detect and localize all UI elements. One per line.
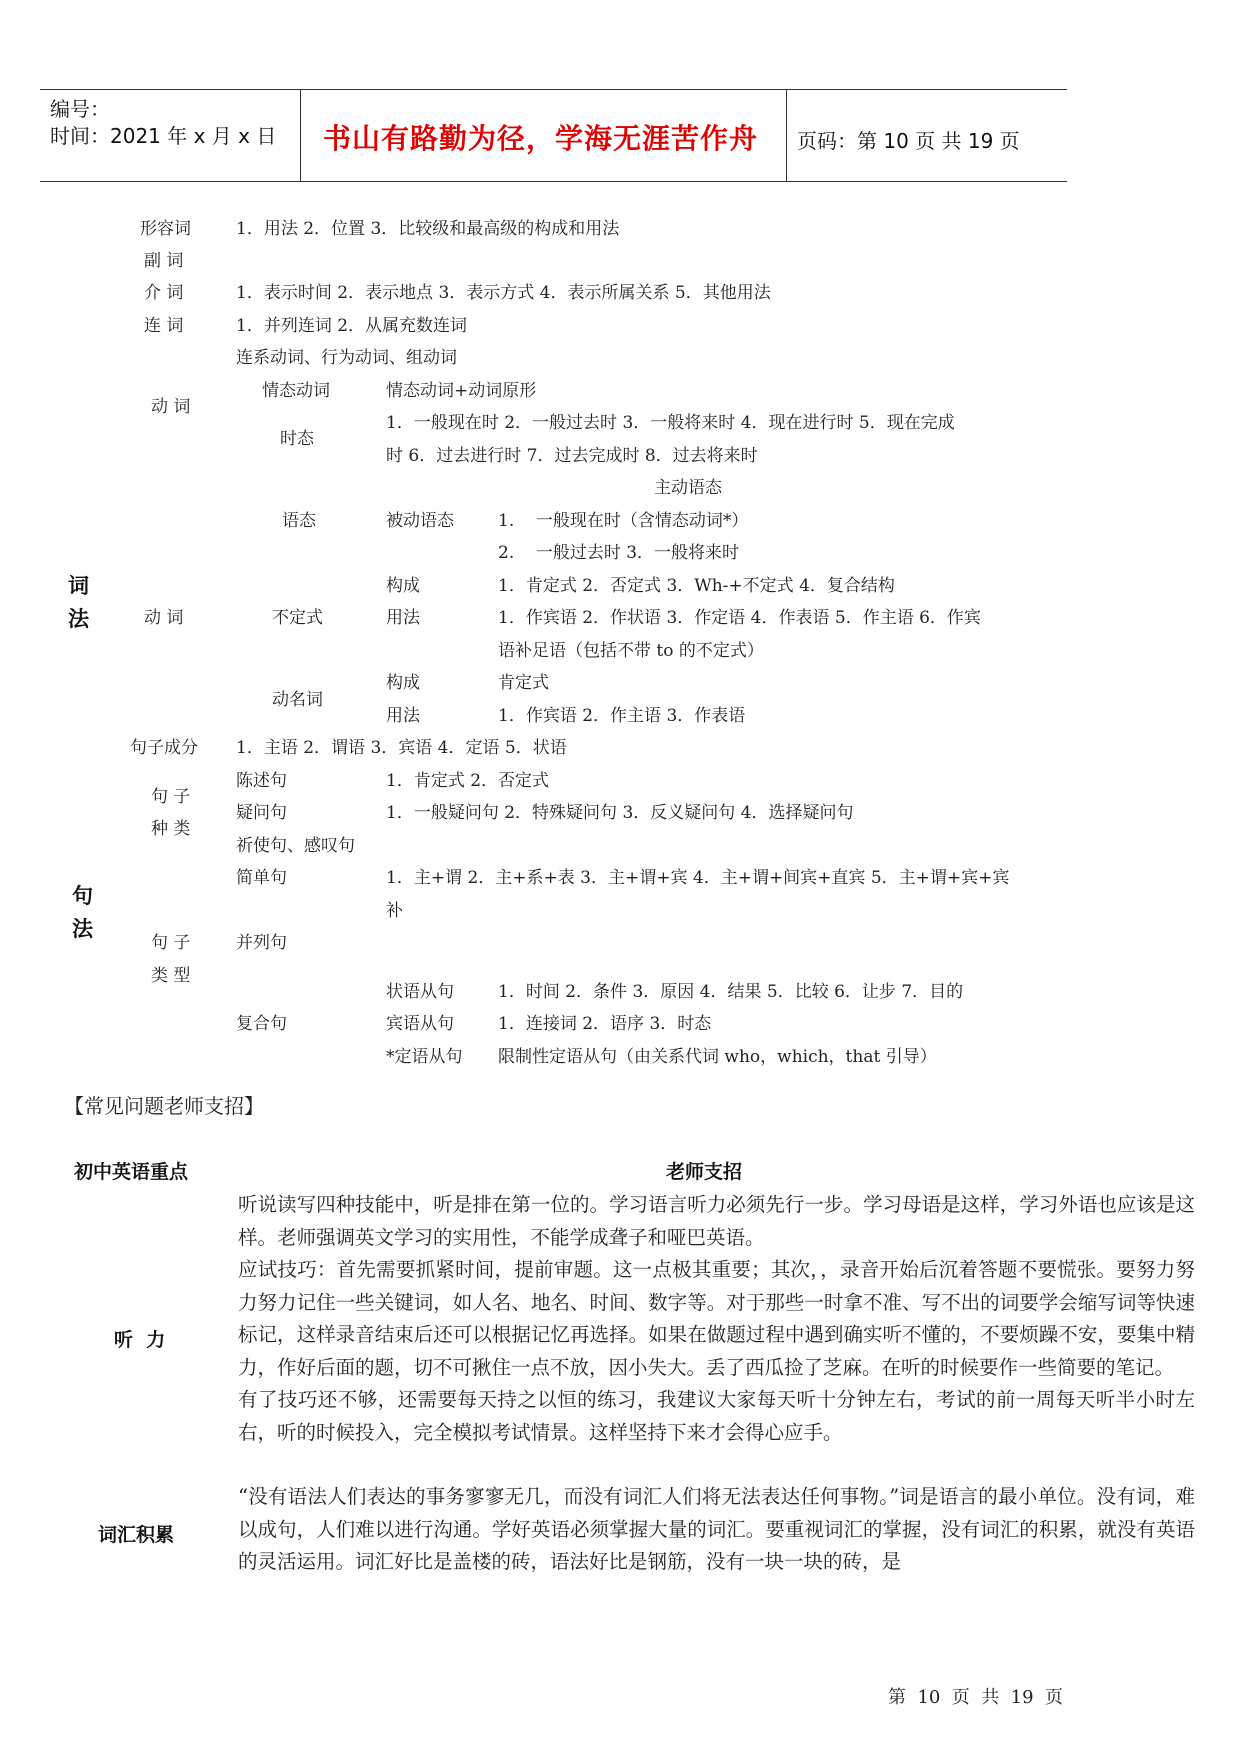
listening-label: 听 力 bbox=[114, 1329, 166, 1351]
jufa-label-char1: 句 bbox=[72, 884, 93, 908]
simple-sentence-line1: 1．主+谓 2．主+系+表 3．主+谓+宾 4．主+谓+间宾+直宾 5．主+谓+宾+宾 bbox=[386, 868, 1010, 888]
verb-label-2: 动 词 bbox=[144, 608, 184, 628]
passive-voice-label: 被动语态 bbox=[386, 511, 454, 531]
simple-sentence-line2: 补 bbox=[386, 901, 403, 921]
gerund-use-label: 用法 bbox=[386, 706, 420, 726]
tense-text-line2: 时 6．过去进行时 7．过去完成时 8．过去将来时 bbox=[386, 446, 758, 466]
tips-col2-header: 老师支招 bbox=[666, 1161, 743, 1183]
verb-types-text: 连系动词、行为动词、组动词 bbox=[236, 348, 457, 368]
conjunction-text: 1．并列连词 2．从属充数连词 bbox=[236, 316, 468, 336]
sentence-kind-label-2: 种 类 bbox=[151, 819, 191, 839]
tense-label: 时态 bbox=[280, 429, 314, 449]
cifa-label-char1: 词 bbox=[68, 574, 89, 598]
infinitive-use-line1: 1．作宾语 2．作状语 3．作定语 4．作表语 5．作主语 6．作宾 bbox=[498, 608, 981, 628]
attributive-clause-text: 限制性定语从句（由关系代词 who，which，that 引导） bbox=[498, 1047, 937, 1067]
tips-col1-header: 初中英语重点 bbox=[74, 1161, 189, 1183]
vocabulary-label: 词汇积累 bbox=[98, 1524, 175, 1546]
preposition-label: 介 词 bbox=[144, 283, 184, 303]
verb-label-1: 动 词 bbox=[151, 397, 191, 417]
interrogative-text: 1．一般疑问句 2．特殊疑问句 3．反义疑问句 4．选择疑问句 bbox=[386, 803, 854, 823]
infinitive-form-label: 构成 bbox=[386, 576, 420, 596]
tense-text-line1: 1．一般现在时 2．一般过去时 3．一般将来时 4．现在进行时 5．现在完成 bbox=[386, 413, 955, 433]
sentence-components-label: 句子成分 bbox=[130, 738, 198, 758]
header-bottom-rule bbox=[40, 181, 1067, 182]
interrogative-label: 疑问句 bbox=[236, 803, 287, 823]
header-time-label: 时间：2021 年 x 月 x 日 bbox=[50, 124, 277, 148]
modal-verb-label: 情态动词 bbox=[262, 381, 330, 401]
gerund-label: 动名词 bbox=[272, 690, 323, 710]
header-divider-left bbox=[300, 89, 301, 182]
header-number-label: 编号： bbox=[50, 97, 110, 121]
adverbial-clause-label: 状语从句 bbox=[386, 982, 454, 1002]
object-clause-label: 宾语从句 bbox=[386, 1014, 454, 1034]
sentence-kind-label-1: 句 子 bbox=[151, 787, 191, 807]
listening-paragraph-2: 应试技巧：首先需要抓紧时间，提前审题。这一点极其重要；其次，，录音开始后沉着答题不要慌张。要努力努力努力记住一些关键词，如人名、地名、时间、数字等。对于那些一时拿不准、写不出的词要学会缩写词等快速标记，这样录音结束后还可以根据记忆再选择。如果在做题过程中遇到确实听不懂的，不要烦躁不安，要集中精力，作好后面的题，切不可揪住一点不放，因小失大。丢了西瓜捡了芝麻。在听的时候要作一些简要的笔记。 bbox=[238, 1258, 1195, 1379]
adjective-text: 1．用法 2．位置 3．比较级和最高级的构成和用法 bbox=[236, 219, 620, 239]
gerund-form-text: 肯定式 bbox=[498, 673, 549, 693]
header-motto: 书山有路勤为径，学海无涯苦作舟 bbox=[323, 122, 759, 155]
gerund-use-text: 1．作宾语 2．作主语 3．作表语 bbox=[498, 706, 746, 726]
sentence-components-text: 1．主语 2．谓语 3．宾语 4．定语 5．状语 bbox=[236, 738, 567, 758]
declarative-text: 1．肯定式 2．否定式 bbox=[386, 771, 550, 791]
jufa-label-char2: 法 bbox=[72, 917, 93, 941]
active-voice-label: 主动语态 bbox=[654, 478, 722, 498]
header-divider-right bbox=[786, 89, 787, 182]
simple-sentence-label: 简单句 bbox=[236, 868, 287, 888]
sentence-type-label-2: 类 型 bbox=[151, 966, 191, 986]
listening-paragraph-3: 有了技巧还不够，还需要每天持之以恒的练习，我建议大家每天听十分钟左右，考试的前一周每天听半小时左右，听的时候投入，完全模拟考试情景。这样坚持下来才会得心应手。 bbox=[238, 1388, 1195, 1444]
attributive-clause-label: *定语从句 bbox=[386, 1047, 463, 1067]
adverb-label: 副 词 bbox=[144, 251, 184, 271]
modal-verb-text: 情态动词+动词原形 bbox=[386, 381, 537, 401]
adjective-label: 形容词 bbox=[140, 219, 191, 239]
header-top-rule bbox=[40, 89, 1067, 90]
sentence-type-label-1: 句 子 bbox=[151, 933, 191, 953]
declarative-label: 陈述句 bbox=[236, 771, 287, 791]
infinitive-label: 不定式 bbox=[272, 608, 323, 628]
listening-paragraph-1: 听说读写四种技能中，听是排在第一位的。学习语言听力必须先行一步。学习母语是这样，学习外语也应该是这样。老师强调英文学习的实用性，不能学成聋子和哑巴英语。 bbox=[238, 1193, 1195, 1249]
cifa-label-char2: 法 bbox=[68, 607, 89, 631]
passive-voice-line2: 2. 一般过去时 3．一般将来时 bbox=[498, 543, 740, 563]
preposition-text: 1．表示时间 2．表示地点 3．表示方式 4．表示所属关系 5．其他用法 bbox=[236, 283, 771, 303]
passive-voice-line1: 1. 一般现在时（含情态动词*） bbox=[498, 511, 749, 531]
complex-sentence-label: 复合句 bbox=[236, 1014, 287, 1034]
imperative-exclamatory-label: 祈使句、感叹句 bbox=[236, 836, 355, 856]
voice-label: 语态 bbox=[282, 511, 316, 531]
gerund-form-label: 构成 bbox=[386, 673, 420, 693]
compound-sentence-label: 并列句 bbox=[236, 933, 287, 953]
page-footer: 第 10 页 共 19 页 bbox=[888, 1687, 1064, 1708]
vocabulary-advice: “没有语法人们表达的事务寥寥无几，而没有词汇人们将无法表达任何事物。”词是语言的最小单位。没有词，难以成句，人们难以进行沟通。学好英语必须掌握大量的词汇。要重视词汇的掌握，没有词汇的积累，就没有英语的灵活运用。词汇好比是盖楼的砖，语法好比是钢筋，没有一块一块的砖，是 bbox=[238, 1485, 1195, 1573]
infinitive-use-line2: 语补足语（包括不带 to 的不定式） bbox=[498, 641, 764, 661]
infinitive-use-label: 用法 bbox=[386, 608, 420, 628]
listening-advice bbox=[238, 1189, 1195, 1449]
header-page-label: 页码：第 10 页 共 19 页 bbox=[797, 129, 1020, 153]
adverbial-clause-text: 1．时间 2．条件 3．原因 4．结果 5．比较 6．让步 7．目的 bbox=[498, 982, 964, 1002]
tips-section-title: 【常见问题老师支招】 bbox=[64, 1094, 264, 1118]
conjunction-label: 连 词 bbox=[144, 316, 184, 336]
object-clause-text: 1．连接词 2．语序 3．时态 bbox=[498, 1014, 712, 1034]
infinitive-form-text: 1．肯定式 2．否定式 3．Wh-+不定式 4．复合结构 bbox=[498, 576, 895, 596]
